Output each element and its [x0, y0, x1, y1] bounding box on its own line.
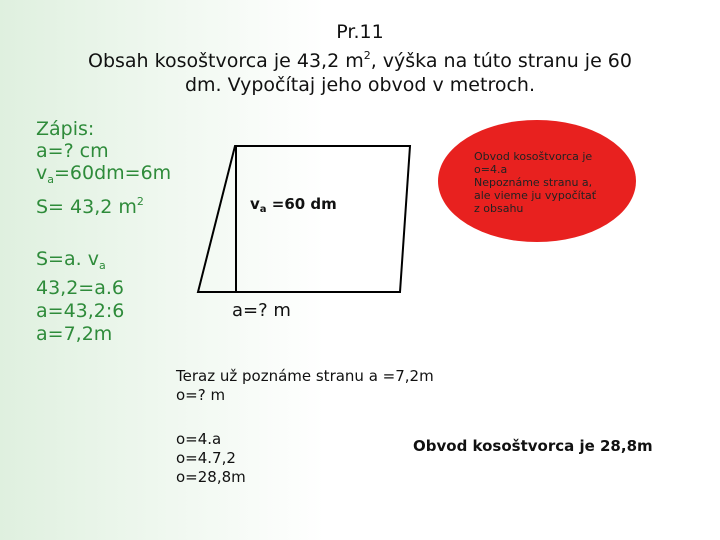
solution-line-3: o=4.a [176, 430, 222, 448]
zapis-heading: Zápis: [36, 118, 95, 140]
title-line-2-a: Obsah kosoštvorca je 43,2 m [88, 50, 364, 72]
calc-line-1-sub: a [98, 259, 106, 272]
zapis-block [36, 118, 171, 218]
rhombus-shape [198, 146, 410, 292]
height-label-pre: v [250, 195, 260, 213]
calc-line-3: a=43,2:6 [36, 300, 125, 322]
solution-result: Obvod kosoštvorca je 28,8m [413, 437, 653, 455]
hint-line-2: o=4.a [474, 163, 508, 176]
title-line-1: Pr.11 [336, 21, 384, 43]
solution-line-5: o=28,8m [176, 468, 246, 486]
zapis-s-sup: 2 [136, 195, 144, 208]
title-line-2-b: , výška na túto stranu je 60 [370, 50, 632, 72]
height-label-sub: a [259, 204, 267, 215]
hint-line-1: Obvod kosoštvorca je [474, 150, 593, 163]
zapis-line-a: a=? cm [36, 140, 109, 162]
title-line-2-sup: 2 [363, 49, 371, 62]
rhombus-figure [180, 130, 480, 300]
hint-line-5: z obsahu [474, 202, 524, 215]
hint-line-4: ale vieme ju vypočítať [474, 189, 597, 202]
height-label [250, 195, 337, 215]
hint-line-3: Nepoznáme stranu a, [474, 176, 593, 189]
calc-block [36, 248, 124, 346]
zapis-v-sub: a [47, 173, 54, 186]
zapis-v-pre: v [36, 162, 48, 184]
solution-line-1: Teraz už poznáme stranu a =7,2m [176, 367, 434, 385]
zapis-s-pre: S= 43,2 m [36, 196, 137, 218]
zapis-v-post: =60dm=6m [54, 162, 172, 184]
hint-bubble-text [474, 150, 634, 215]
solution-steps [176, 430, 246, 487]
calc-line-1 [36, 248, 124, 277]
zapis-line-v [36, 162, 171, 191]
calc-line-1-pre: S=a. v [36, 248, 99, 270]
title-line-3: dm. Vypočítaj jeho obvod v metroch. [184, 74, 535, 96]
title-line-2 [0, 44, 720, 73]
height-label-post: =60 dm [266, 195, 337, 213]
side-label: a=? m [232, 300, 291, 321]
calc-line-2: 43,2=a.6 [36, 277, 124, 299]
problem-title [0, 20, 720, 97]
zapis-line-s [36, 191, 171, 218]
solution-line-4: o=4.7,2 [176, 449, 236, 467]
calc-line-4: a=7,2m [36, 323, 113, 345]
solution-line-2: o=? m [176, 386, 226, 404]
solution-intro [176, 367, 434, 405]
